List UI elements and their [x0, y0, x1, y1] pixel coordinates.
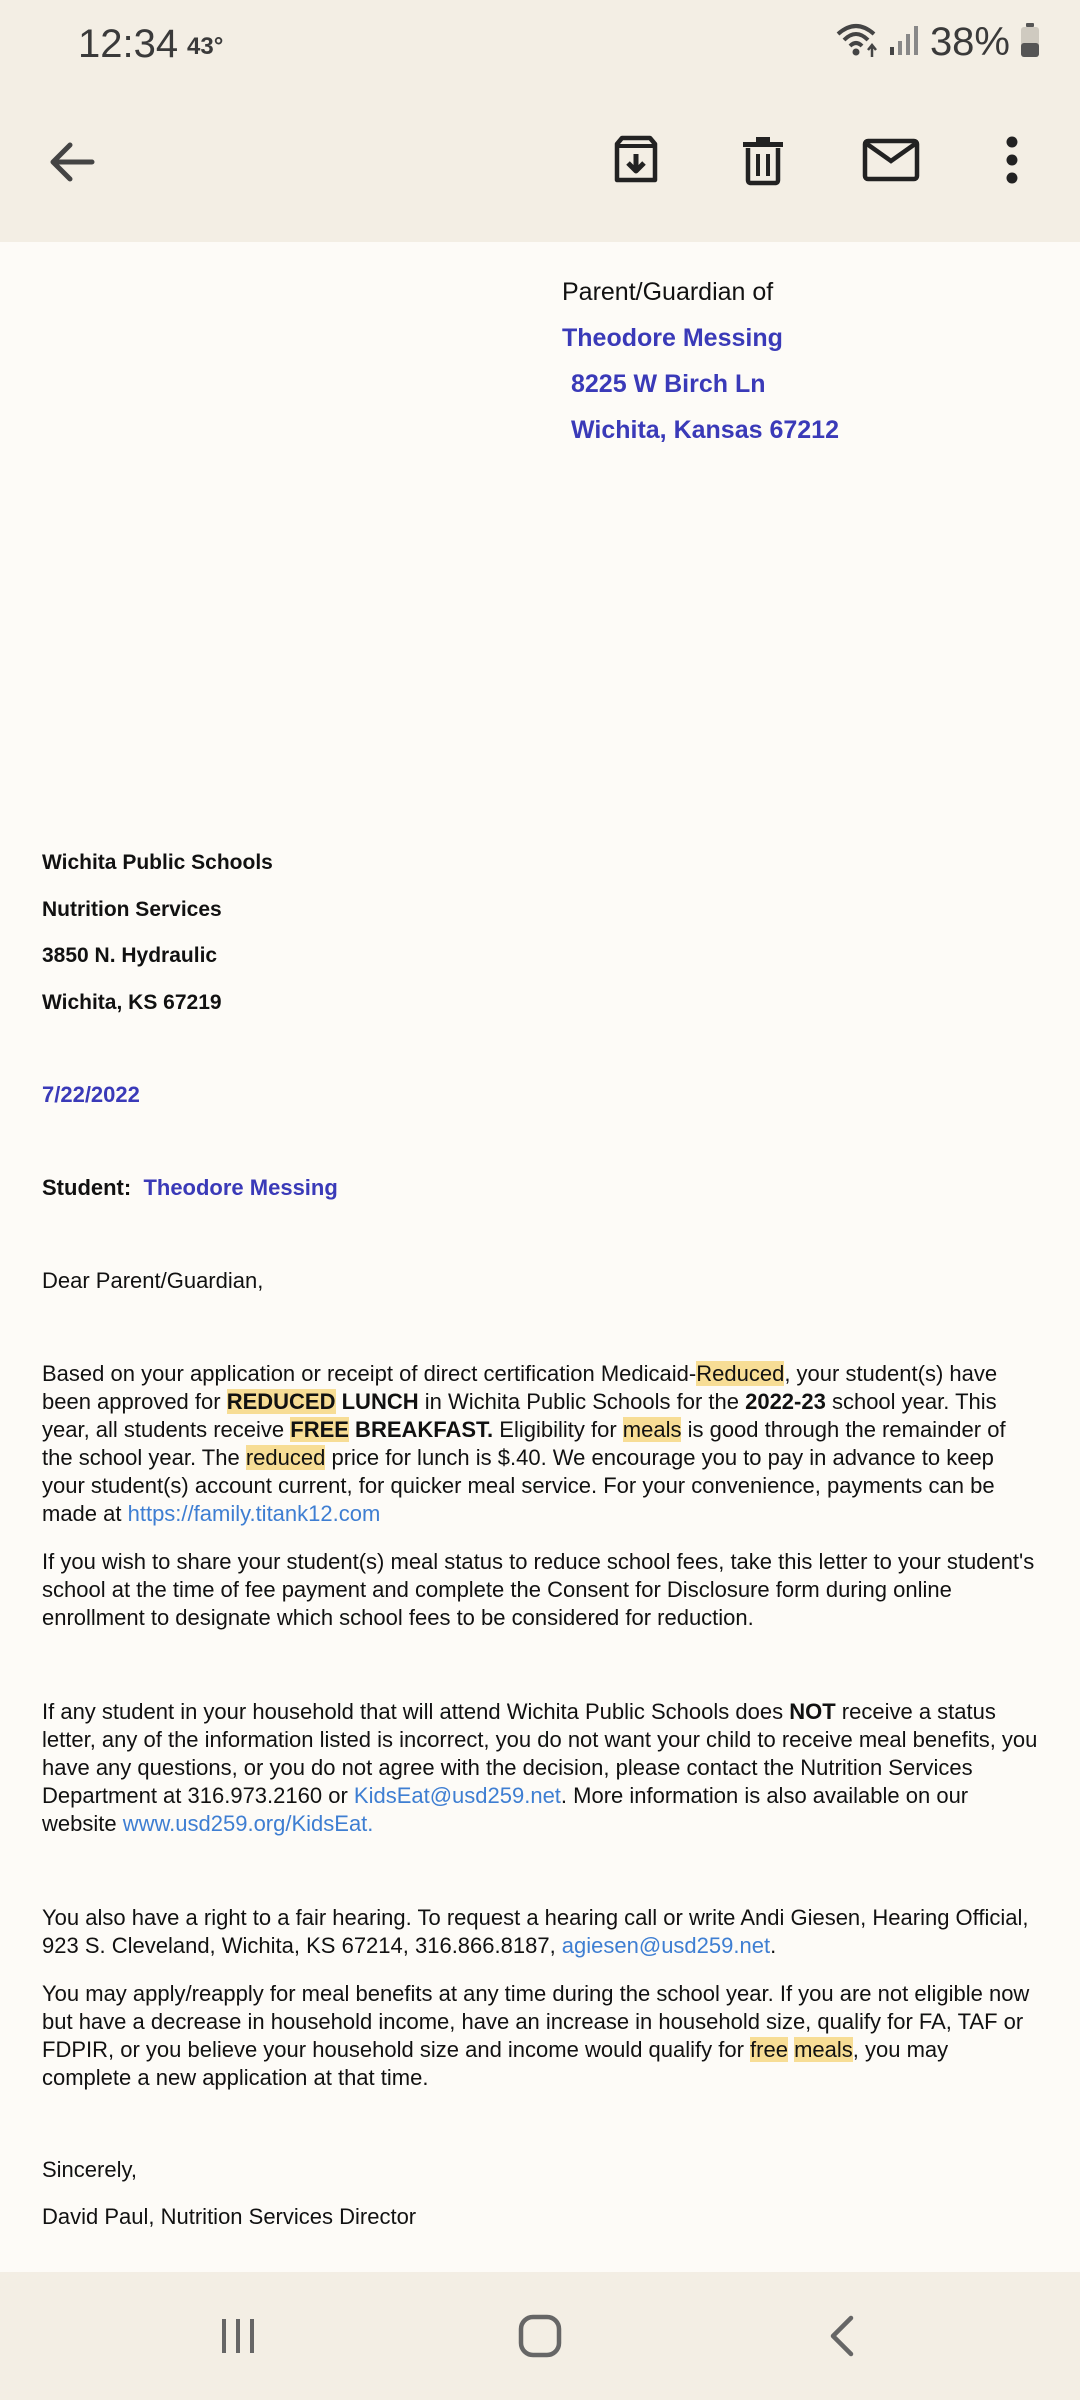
recent-apps-icon[interactable]	[158, 2272, 318, 2400]
home-icon[interactable]	[460, 2272, 620, 2400]
recipient-street: 8225 W Birch Ln	[571, 370, 766, 398]
battery-icon	[1020, 22, 1040, 63]
student-label: Student:	[42, 1175, 132, 1200]
sender-address	[42, 840, 1038, 1026]
kidseat-email-link[interactable]: KidsEat@usd259.net	[353, 1783, 561, 1808]
recipient-line: Parent/Guardian of	[562, 278, 774, 306]
student-line	[42, 1174, 1038, 1202]
payment-link[interactable]: https://family.titank12.com	[127, 1501, 381, 1526]
back-arrow-icon[interactable]	[40, 130, 104, 194]
hearing-email-link[interactable]: agiesen@usd259.net	[561, 1933, 771, 1958]
system-nav-bar	[0, 2272, 1080, 2400]
closing: Sincerely,	[42, 2157, 137, 2182]
delete-icon[interactable]	[731, 128, 795, 192]
more-vert-icon[interactable]	[990, 128, 1034, 192]
wifi-icon	[834, 20, 878, 65]
signature: David Paul, Nutrition Services Director	[42, 2204, 417, 2229]
paragraph-approval: Based on your application or receipt of direct certification Medicaid-Reduced, your student(s) have been approved for REDUCED LUNCH in Wichita Public Schools for the 2022-23 school year. This year, all students receive FREE BREAKFAST. Eligibility for meals is good through the remainder of the school year. The reduced price for lunch is $.40. We encourage you to pay in advance to keep your student(s) account current, for quicker meal service. For your convenience, payments can be made at https://family.titank12.com	[42, 1361, 1006, 1526]
back-nav-icon[interactable]	[762, 2272, 922, 2400]
recipient-city: Wichita, Kansas 67212	[571, 416, 839, 444]
archive-icon[interactable]	[604, 128, 668, 192]
recipient-name: Theodore Messing	[562, 324, 783, 352]
email-toolbar	[0, 90, 1080, 242]
status-bar	[0, 0, 1080, 90]
sender-org: Wichita Public Schools	[42, 851, 273, 874]
student-name: Theodore Messing	[143, 1175, 338, 1200]
greeting: Dear Parent/Guardian,	[42, 1268, 264, 1293]
status-time: 12:34	[78, 22, 179, 66]
sender-city: Wichita, KS 67219	[42, 990, 222, 1014]
letter-date: 7/22/2022	[42, 1082, 140, 1107]
signal-icon	[888, 23, 920, 62]
email-body	[0, 242, 1080, 2272]
mail-icon[interactable]	[858, 128, 924, 192]
paragraph-reapply: You may apply/reapply for meal benefits at any time during the school year. If you are not eligible now but have a decrease in household income, have an increase in household size, qualify for FA, TAF or FDPIR, or you believe your household size and income would qualify for free meals, you may complete a new application at that time.	[42, 1981, 1030, 2090]
battery-percent: 38%	[929, 20, 1010, 64]
status-indicators	[834, 20, 1040, 65]
sender-street: 3850 N. Hydraulic	[42, 944, 218, 967]
website-link[interactable]: www.usd259.org/KidsEat.	[122, 1811, 374, 1836]
recipient-address	[562, 278, 1042, 462]
status-temperature: 43°	[187, 33, 224, 60]
paragraph-hearing: You also have a right to a fair hearing. To request a hearing call or write Andi Giesen, Hearing Official, 923 S. Cleveland, Wichita, KS 67214, 316.866.8187, agiesen@usd259.net.	[42, 1905, 1029, 1958]
sender-dept: Nutrition Services	[42, 897, 222, 921]
paragraph-fees: If you wish to share your student(s) meal status to reduce school fees, take this letter to your student's school at the time of fee payment and complete the Consent for Disclosure form during online enrollment to designate which school fees to be considered for reduction.	[42, 1549, 1035, 1630]
paragraph-contact: If any student in your household that will attend Wichita Public Schools does NOT receive a status letter, any of the information listed is incorrect, you do not want your child to receive meal benefits, you have any questions, or you do not agree with the decision, please contact the Nutrition Services Department at 316.973.2160 or KidsEat@usd259.net. More information is also available on our website www.usd259.org/KidsEat.	[42, 1699, 1038, 1836]
